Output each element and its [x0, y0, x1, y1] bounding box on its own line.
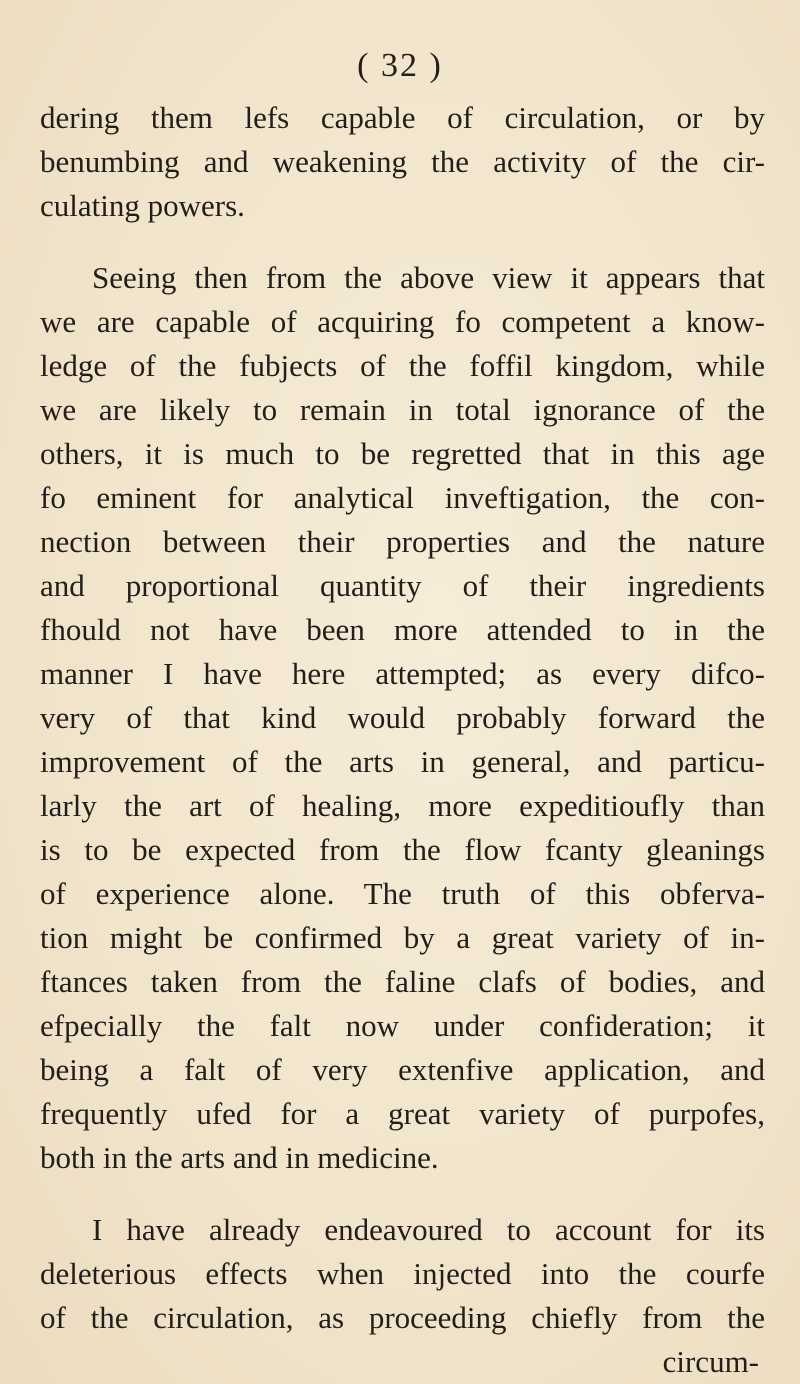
text-line: larly the art of healing, more expeditioufly than: [40, 788, 765, 823]
text-line: dering them lefs capable of circulation, or by: [40, 100, 765, 135]
text-line: others, it is much to be regretted that in this age: [40, 436, 765, 471]
text-line: nection between their properties and the nature: [40, 524, 765, 559]
text-line: deleterious effects when injected into the courfe: [40, 1256, 765, 1291]
text-line: ftances taken from the faline clafs of bodies, and: [40, 964, 765, 999]
text-line: I have already endeavoured to account for its: [92, 1212, 765, 1247]
text-line: of the circulation, as proceeding chiefly from the: [40, 1300, 765, 1335]
text-line: culating powers.: [40, 188, 245, 223]
text-line: we are likely to remain in total ignorance of the: [40, 392, 765, 427]
text-line: very of that kind would probably forward the: [40, 700, 765, 735]
text-line: efpecially the falt now under confideration; it: [40, 1008, 765, 1043]
text-line: Seeing then from the above view it appears that: [92, 260, 765, 295]
text-line: of experience alone. The truth of this obferva-: [40, 876, 765, 911]
body-text: [40, 96, 765, 1384]
text-line: fo eminent for analytical inveftigation, the con-: [40, 480, 765, 515]
text-line: improvement of the arts in general, and particu-: [40, 744, 765, 779]
catchword: circum-: [662, 1344, 759, 1379]
page-number: ( 32 ): [357, 47, 443, 84]
text-line: is to be expected from the flow fcanty gleanings: [40, 832, 765, 867]
text-line: we are capable of acquiring fo competent a know-: [40, 304, 765, 339]
text-line: frequently ufed for a great variety of purpofes,: [40, 1096, 765, 1131]
paragraph-3: [40, 1208, 765, 1340]
text-line: both in the arts and in medicine.: [40, 1140, 439, 1175]
text-line: being a falt of very extenfive application, and: [40, 1052, 765, 1087]
paragraph-1: [40, 96, 765, 228]
text-line: fhould not have been more attended to in the: [40, 612, 765, 647]
text-line: benumbing and weakening the activity of the cir-: [40, 144, 765, 179]
text-line: manner I have here attempted; as every difco-: [40, 656, 765, 691]
text-line: ledge of the fubjects of the foffil kingdom, while: [40, 348, 765, 383]
paragraph-gap: [40, 228, 765, 256]
text-line: and proportional quantity of their ingredients: [40, 568, 765, 603]
paragraph-2: [40, 256, 765, 1180]
text-line: tion might be confirmed by a great variety of in-: [40, 920, 765, 955]
paragraph-gap: [40, 1180, 765, 1208]
